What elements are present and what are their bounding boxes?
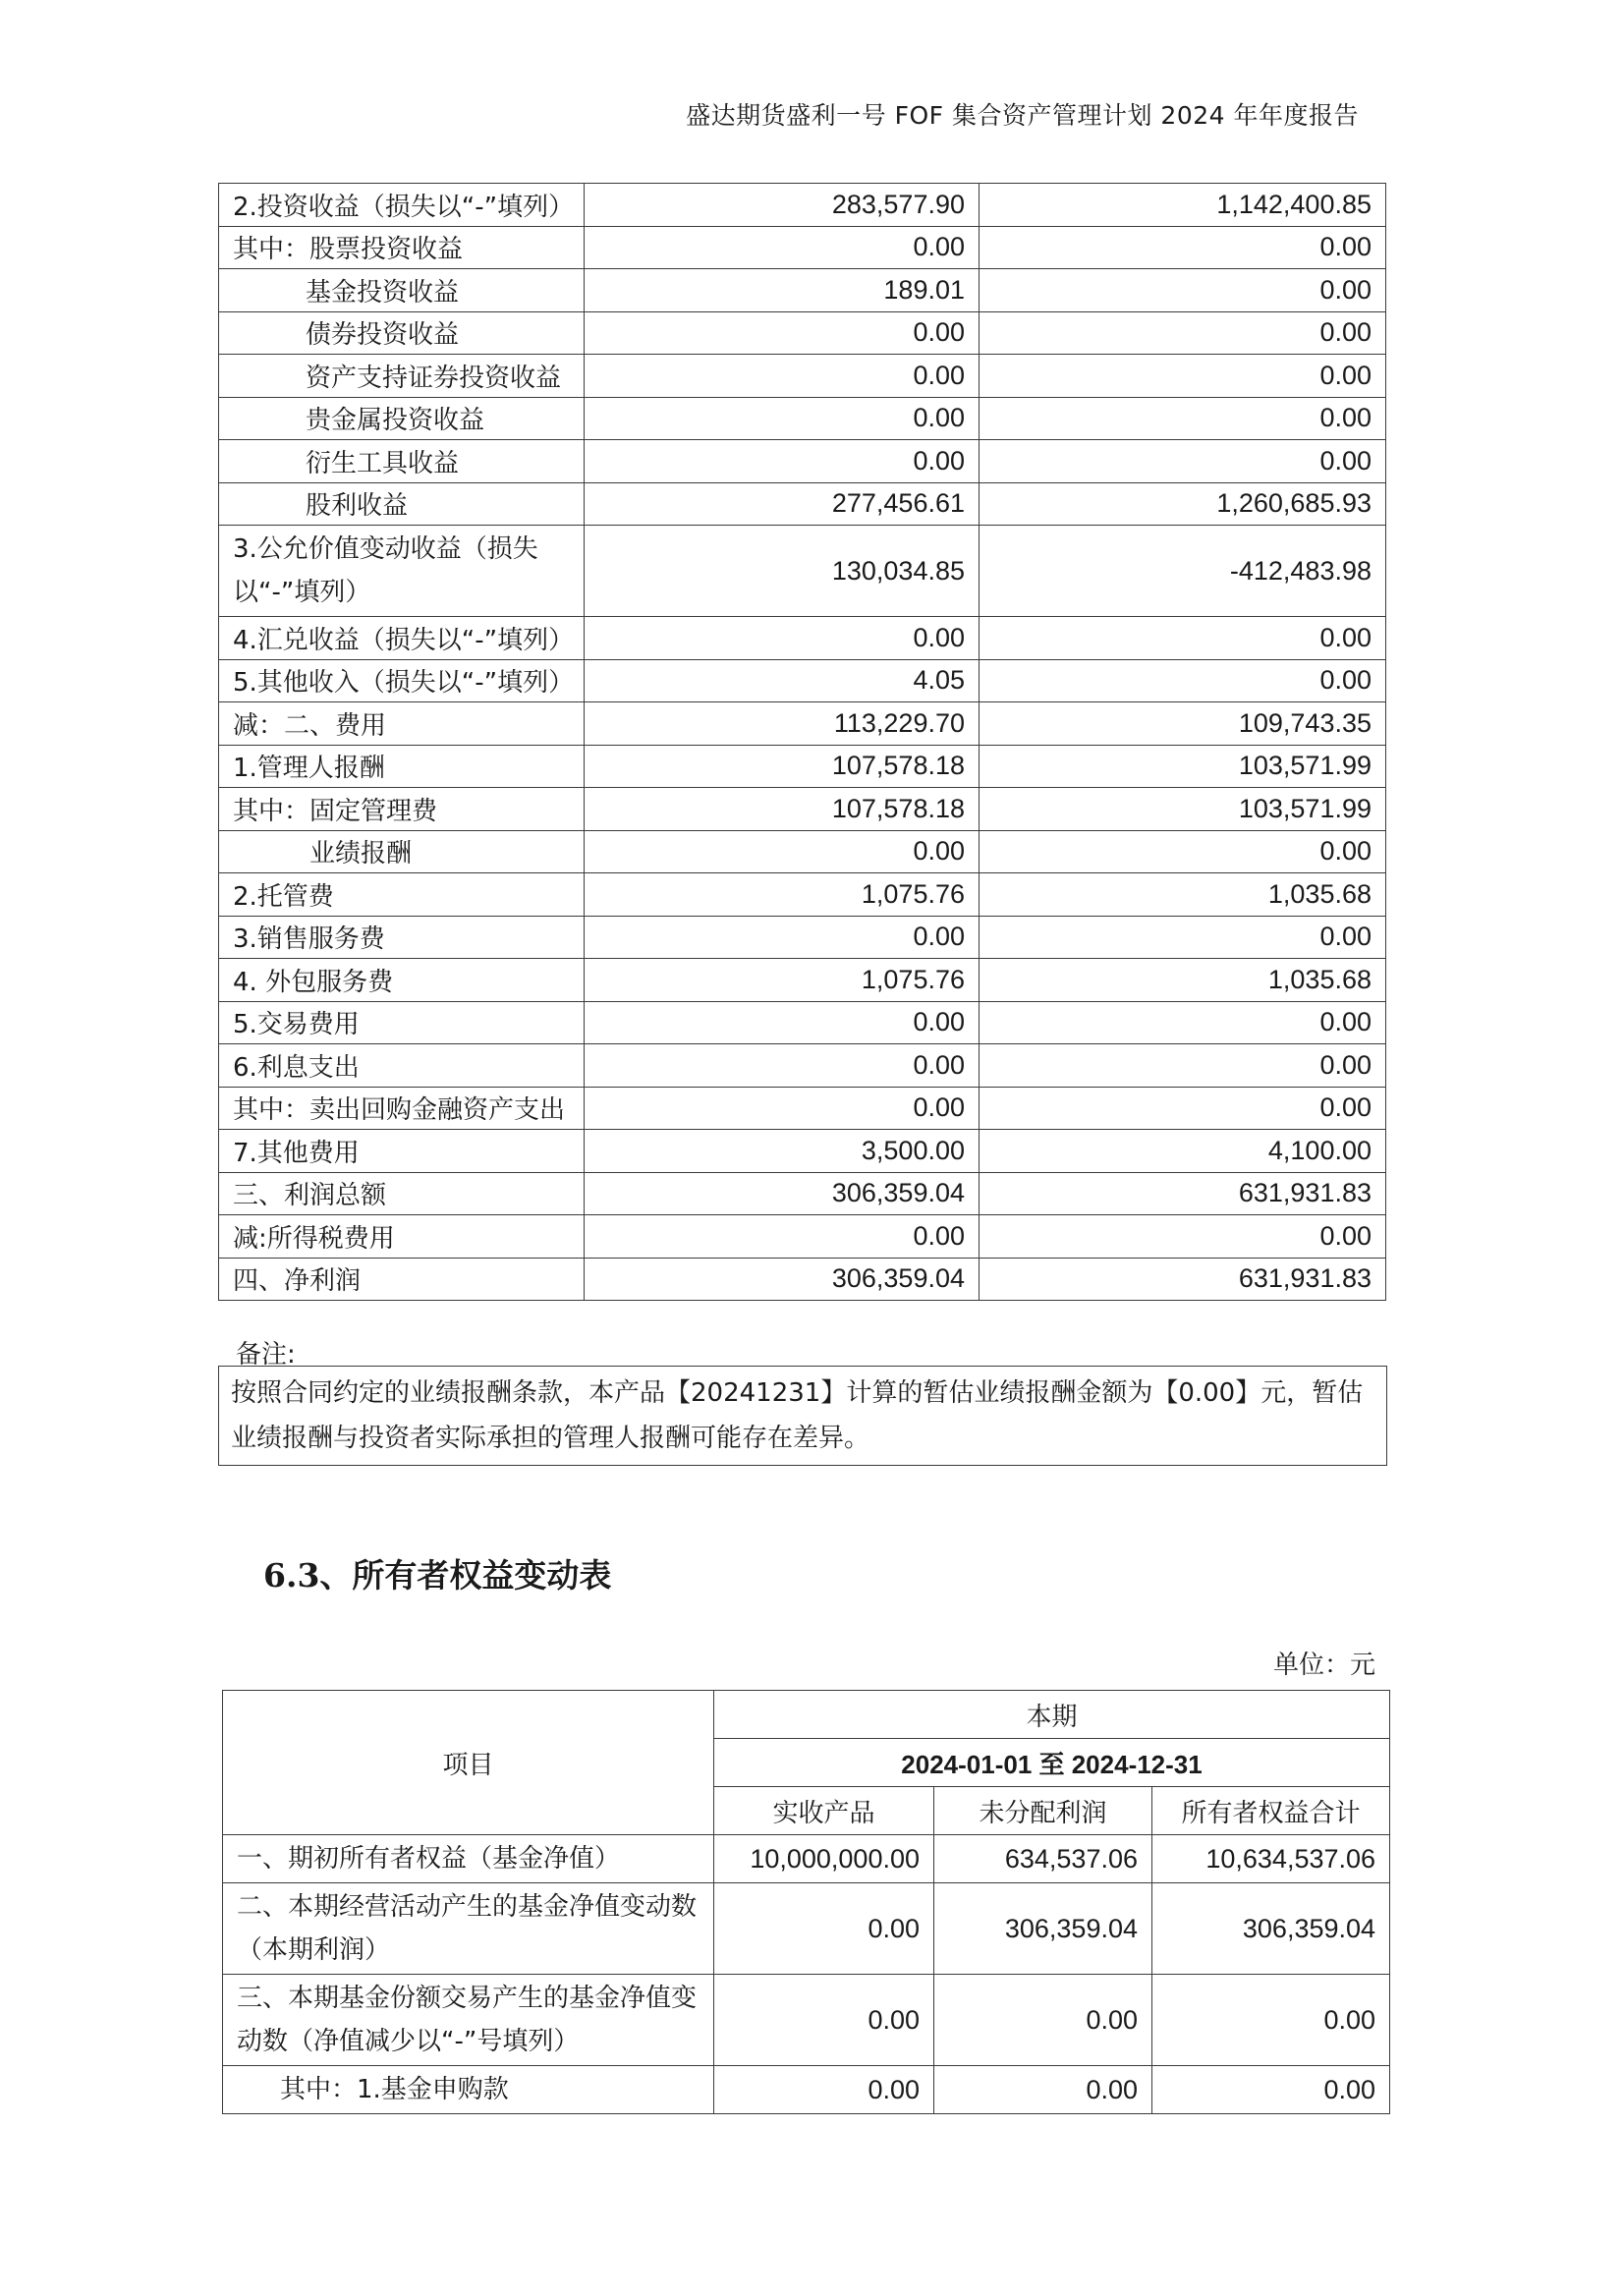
current-period-value: 1,075.76	[585, 873, 980, 917]
previous-period-value: 0.00	[980, 311, 1386, 355]
previous-period-value: 631,931.83	[980, 1172, 1386, 1215]
current-period-value: 0.00	[585, 1044, 980, 1088]
previous-period-value: 0.00	[980, 1215, 1386, 1259]
period-label: 本期	[714, 1691, 1390, 1739]
equity-value: 0.00	[714, 1883, 934, 1975]
row-label: 四、净利润	[219, 1258, 585, 1301]
row-label: 二、本期经营活动产生的基金净值变动数（本期利润）	[223, 1883, 714, 1975]
current-period-value: 0.00	[585, 1215, 980, 1259]
income-row	[219, 397, 1386, 440]
row-label: 2.托管费	[219, 873, 585, 917]
row-label: 1.管理人报酬	[219, 745, 585, 788]
row-label: 其中：卖出回购金融资产支出	[219, 1087, 585, 1130]
previous-period-value: 0.00	[980, 617, 1386, 660]
row-label: 4. 外包服务费	[219, 959, 585, 1002]
row-label: 减：二、费用	[219, 702, 585, 746]
row-label: 债券投资收益	[219, 311, 585, 355]
current-period-value: 0.00	[585, 1087, 980, 1130]
row-label: 7.其他费用	[219, 1130, 585, 1173]
column-header: 未分配利润	[934, 1787, 1152, 1835]
row-label: 6.利息支出	[219, 1044, 585, 1088]
income-row	[219, 959, 1386, 1002]
current-period-value: 306,359.04	[585, 1258, 980, 1301]
income-row	[219, 916, 1386, 959]
income-row	[219, 659, 1386, 702]
equity-value: 0.00	[934, 2066, 1152, 2114]
equity-row	[223, 1975, 1390, 2066]
income-row	[219, 1258, 1386, 1301]
current-period-value: 0.00	[585, 830, 980, 873]
current-period-value: 130,034.85	[585, 526, 980, 617]
row-label: 其中：1.基金申购款	[223, 2066, 714, 2114]
previous-period-value: 103,571.99	[980, 788, 1386, 831]
income-row	[219, 1172, 1386, 1215]
previous-period-value: 1,142,400.85	[980, 184, 1386, 227]
current-period-value: 0.00	[585, 617, 980, 660]
equity-value: 0.00	[714, 2066, 934, 2114]
previous-period-value: 0.00	[980, 1044, 1386, 1088]
equity-value: 0.00	[1152, 2066, 1390, 2114]
previous-period-value: 103,571.99	[980, 745, 1386, 788]
current-period-value: 277,456.61	[585, 482, 980, 526]
income-row	[219, 788, 1386, 831]
previous-period-value: 1,035.68	[980, 873, 1386, 917]
current-period-value: 3,500.00	[585, 1130, 980, 1173]
income-row	[219, 617, 1386, 660]
current-period-value: 189.01	[585, 269, 980, 312]
row-label: 5.其他收入（损失以“-”填列）	[219, 659, 585, 702]
section-title: 6.3、所有者权益变动表	[263, 1556, 612, 1595]
current-period-value: 0.00	[585, 355, 980, 398]
income-statement-table	[218, 183, 1386, 1301]
income-row	[219, 482, 1386, 526]
income-row	[219, 830, 1386, 873]
income-row	[219, 745, 1386, 788]
current-period-value: 113,229.70	[585, 702, 980, 746]
equity-value: 0.00	[934, 1975, 1152, 2066]
previous-period-value: 0.00	[980, 397, 1386, 440]
row-label: 三、利润总额	[219, 1172, 585, 1215]
previous-period-value: 0.00	[980, 226, 1386, 269]
income-row	[219, 184, 1386, 227]
income-row	[219, 1215, 1386, 1259]
equity-value: 10,634,537.06	[1152, 1835, 1390, 1883]
equity-value: 634,537.06	[934, 1835, 1152, 1883]
row-label: 3.销售服务费	[219, 916, 585, 959]
row-label: 4.汇兑收益（损失以“-”填列）	[219, 617, 585, 660]
period-range: 2024-01-01 至 2024-12-31	[714, 1739, 1390, 1787]
current-period-value: 0.00	[585, 440, 980, 483]
current-period-value: 0.00	[585, 916, 980, 959]
current-period-value: 107,578.18	[585, 788, 980, 831]
income-row	[219, 1044, 1386, 1088]
row-label: 一、期初所有者权益（基金净值）	[223, 1835, 714, 1883]
income-row	[219, 526, 1386, 617]
row-label: 其中：股票投资收益	[219, 226, 585, 269]
income-row	[219, 1130, 1386, 1173]
note-text: 按照合同约定的业绩报酬条款，本产品【20241231】计算的暂估业绩报酬金额为【0.00】元，暂估业绩报酬与投资者实际承担的管理人报酬可能存在差异。	[218, 1366, 1387, 1466]
row-label: 基金投资收益	[219, 269, 585, 312]
income-row	[219, 269, 1386, 312]
previous-period-value: 0.00	[980, 1087, 1386, 1130]
current-period-value: 306,359.04	[585, 1172, 980, 1215]
row-label: 5.交易费用	[219, 1001, 585, 1044]
equity-value: 0.00	[1152, 1975, 1390, 2066]
income-row	[219, 702, 1386, 746]
previous-period-value: 0.00	[980, 916, 1386, 959]
current-period-value: 107,578.18	[585, 745, 980, 788]
current-period-value: 0.00	[585, 226, 980, 269]
current-period-value: 0.00	[585, 1001, 980, 1044]
row-label: 三、本期基金份额交易产生的基金净值变动数（净值减少以“-”号填列）	[223, 1975, 714, 2066]
previous-period-value: 0.00	[980, 440, 1386, 483]
row-label: 其中：固定管理费	[219, 788, 585, 831]
row-label: 贵金属投资收益	[219, 397, 585, 440]
previous-period-value: -412,483.98	[980, 526, 1386, 617]
income-row	[219, 311, 1386, 355]
column-header: 所有者权益合计	[1152, 1787, 1390, 1835]
previous-period-value: 0.00	[980, 1001, 1386, 1044]
equity-row	[223, 1883, 1390, 1975]
current-period-value: 0.00	[585, 397, 980, 440]
income-row	[219, 355, 1386, 398]
row-label: 业绩报酬	[219, 830, 585, 873]
row-label: 3.公允价值变动收益（损失以“-”填列）	[219, 526, 585, 617]
row-label: 资产支持证券投资收益	[219, 355, 585, 398]
equity-value: 306,359.04	[1152, 1883, 1390, 1975]
equity-row	[223, 1835, 1390, 1883]
income-row	[219, 440, 1386, 483]
equity-row	[223, 2066, 1390, 2114]
income-row	[219, 226, 1386, 269]
column-header: 实收产品	[714, 1787, 934, 1835]
equity-change-table	[222, 1690, 1390, 2114]
current-period-value: 4.05	[585, 659, 980, 702]
previous-period-value: 1,035.68	[980, 959, 1386, 1002]
previous-period-value: 0.00	[980, 355, 1386, 398]
previous-period-value: 4,100.00	[980, 1130, 1386, 1173]
current-period-value: 0.00	[585, 311, 980, 355]
item-header: 项目	[223, 1691, 714, 1835]
income-row	[219, 1087, 1386, 1130]
equity-value: 306,359.04	[934, 1883, 1152, 1975]
previous-period-value: 631,931.83	[980, 1258, 1386, 1301]
previous-period-value: 109,743.35	[980, 702, 1386, 746]
income-row	[219, 873, 1386, 917]
report-header: 盛达期货盛利一号 FOF 集合资产管理计划 2024 年年度报告	[686, 101, 1359, 130]
current-period-value: 283,577.90	[585, 184, 980, 227]
current-period-value: 1,075.76	[585, 959, 980, 1002]
row-label: 股利收益	[219, 482, 585, 526]
equity-value: 10,000,000.00	[714, 1835, 934, 1883]
unit-label: 单位：元	[1272, 1651, 1375, 1680]
previous-period-value: 1,260,685.93	[980, 482, 1386, 526]
income-row	[219, 1001, 1386, 1044]
row-label: 减:所得税费用	[219, 1215, 585, 1259]
note-label: 备注:	[236, 1340, 296, 1370]
row-label: 2.投资收益（损失以“-”填列）	[219, 184, 585, 227]
equity-value: 0.00	[714, 1975, 934, 2066]
previous-period-value: 0.00	[980, 659, 1386, 702]
row-label: 衍生工具收益	[219, 440, 585, 483]
previous-period-value: 0.00	[980, 269, 1386, 312]
previous-period-value: 0.00	[980, 830, 1386, 873]
